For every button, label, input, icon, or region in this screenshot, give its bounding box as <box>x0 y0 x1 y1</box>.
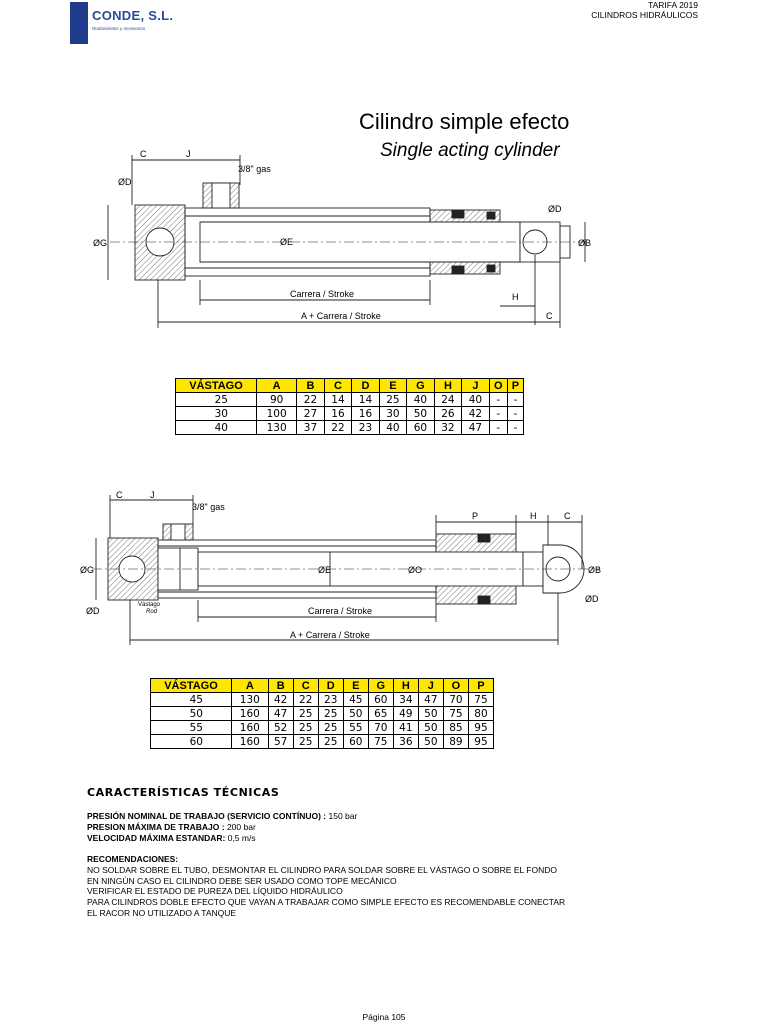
dim2-port-label: 3/8" gas <box>192 502 225 512</box>
cell: 25 <box>379 393 406 407</box>
recommendation-item: NO SOLDAR SOBRE EL TUBO, DESMONTAR EL CILINDRO PARA SOLDAR SOBRE EL VÁSTAGO O SOBRE EL FONDO <box>87 864 557 875</box>
cell: 47 <box>418 693 443 707</box>
header-line1: TARIFA 2019 <box>648 0 698 10</box>
cell: - <box>507 393 523 407</box>
cell: 22 <box>297 393 324 407</box>
th-vastago: VÁSTAGO <box>176 379 257 393</box>
spec-line <box>87 833 256 844</box>
spec-value: 150 bar <box>326 811 358 821</box>
cell: 85 <box>443 721 468 735</box>
dim-stroke-label: Carrera / Stroke <box>290 289 355 299</box>
cell: 130 <box>257 421 297 435</box>
recommendation-item: VERIFICAR EL ESTADO DE PUREZA DEL LÍQUIDO HIDRÁULICO <box>87 886 343 897</box>
cell: 36 <box>393 735 418 749</box>
cell: 42 <box>268 693 293 707</box>
spec-line <box>87 811 357 822</box>
header-line2: CILINDROS HIDRÁULICOS <box>591 10 698 20</box>
cell: 25 <box>293 721 318 735</box>
cell: 90 <box>257 393 297 407</box>
cell: 47 <box>462 421 489 435</box>
th-h: H <box>434 379 461 393</box>
th-p: P <box>507 379 523 393</box>
section1-title: Cilindro simple efecto <box>359 109 570 134</box>
cell: 160 <box>232 707 269 721</box>
th-g: G <box>368 679 393 693</box>
dim2-od-left-label: ØD <box>86 606 100 616</box>
cell: 37 <box>297 421 324 435</box>
th-b: B <box>268 679 293 693</box>
cell: 45 <box>151 693 232 707</box>
cell: 40 <box>462 393 489 407</box>
dim-c-right-label: C <box>546 311 553 321</box>
cell: 50 <box>151 707 232 721</box>
recommendations <box>87 854 565 919</box>
recommendations-title: RECOMENDACIONES: <box>87 854 179 864</box>
th-a: A <box>232 679 269 693</box>
cell: 80 <box>468 707 493 721</box>
cell: 45 <box>343 693 368 707</box>
dim-total-label: A + Carrera / Stroke <box>301 311 381 321</box>
dim-h-label: H <box>512 292 519 302</box>
recommendation-item: PARA CILINDROS DOBLE EFECTO QUE VAYAN A TRABAJAR COMO SIMPLE EFECTO ES RECOMENDABLE CONECTAR <box>87 897 566 908</box>
dim-og-label: ØG <box>93 238 108 248</box>
dim2-total-label: A + Carrera / Stroke <box>290 630 370 640</box>
dim2-oo-label: ØO <box>408 565 423 575</box>
cell: 50 <box>407 407 434 421</box>
dim-j-label: J <box>186 149 191 159</box>
cell: 130 <box>232 693 269 707</box>
cell: 25 <box>318 721 343 735</box>
th-e: E <box>343 679 368 693</box>
th-c: C <box>324 379 351 393</box>
cell: 27 <box>297 407 324 421</box>
dim2-ob-label: ØB <box>588 565 602 575</box>
dim2-oe-label: ØE <box>318 565 332 575</box>
cell: 55 <box>343 721 368 735</box>
table-row <box>151 735 494 749</box>
cell: 24 <box>434 393 461 407</box>
dim-ob-label: ØB <box>578 238 592 248</box>
cell: - <box>489 421 507 435</box>
cell: 75 <box>443 707 468 721</box>
cell: 75 <box>468 693 493 707</box>
th-p: P <box>468 679 493 693</box>
cell: 23 <box>352 421 379 435</box>
dim2-og-label: ØG <box>80 565 95 575</box>
cell: - <box>489 407 507 421</box>
dim-port-label: 3/8" gas <box>238 164 271 174</box>
cell: 52 <box>268 721 293 735</box>
cell: 25 <box>176 393 257 407</box>
logo-subtitle: Rodamientos y Accesorios <box>92 26 146 31</box>
th-o: O <box>443 679 468 693</box>
cell: 75 <box>368 735 393 749</box>
cell: 49 <box>393 707 418 721</box>
cell: 89 <box>443 735 468 749</box>
th-d: D <box>352 379 379 393</box>
cell: 16 <box>324 407 351 421</box>
dim-oe-label: ØE <box>280 237 294 247</box>
cell: - <box>507 407 523 421</box>
cell: 32 <box>434 421 461 435</box>
dim-od-left-label: ØD <box>118 177 132 187</box>
th-g: G <box>407 379 434 393</box>
cell: 22 <box>293 693 318 707</box>
cell: 26 <box>434 407 461 421</box>
cell: 25 <box>293 707 318 721</box>
cell: 160 <box>232 721 269 735</box>
cell: 16 <box>352 407 379 421</box>
cell: 95 <box>468 735 493 749</box>
dim2-j-label: J <box>150 490 155 500</box>
cell: 65 <box>368 707 393 721</box>
th-b: B <box>297 379 324 393</box>
recommendation-item: EN NINGÚN CASO EL CILINDRO DEBE SER USADO COMO TOPE MECÁNICO <box>87 875 397 886</box>
th-h: H <box>393 679 418 693</box>
dim2-p-label: P <box>472 511 479 521</box>
cell: 70 <box>368 721 393 735</box>
dim2-c-right-label: C <box>564 511 571 521</box>
th-j: J <box>418 679 443 693</box>
dim-od-right-label: ØD <box>548 204 562 214</box>
cell: 42 <box>462 407 489 421</box>
spec-line <box>87 822 256 833</box>
th-j: J <box>462 379 489 393</box>
cell: 70 <box>443 693 468 707</box>
table-row <box>151 693 494 707</box>
cell: 25 <box>318 735 343 749</box>
cell: 14 <box>352 393 379 407</box>
table-row <box>151 721 494 735</box>
cell: 95 <box>468 721 493 735</box>
cell: 57 <box>268 735 293 749</box>
cell: 160 <box>232 735 269 749</box>
dim-c-label: C <box>140 149 147 159</box>
cell: 60 <box>407 421 434 435</box>
th-a: A <box>257 379 297 393</box>
cell: 22 <box>324 421 351 435</box>
cell: 14 <box>324 393 351 407</box>
cell: 25 <box>318 707 343 721</box>
cell: 30 <box>176 407 257 421</box>
cell: 25 <box>293 735 318 749</box>
page-number: Página 105 <box>362 1012 406 1022</box>
cell: 100 <box>257 407 297 421</box>
spec-label: PRESION MÁXIMA DE TRABAJO : <box>87 822 225 832</box>
cell: 50 <box>418 707 443 721</box>
spec-value: 0,5 m/s <box>225 833 256 843</box>
dim2-od-right-label: ØD <box>585 594 599 604</box>
cell: 50 <box>343 707 368 721</box>
section1-subtitle: Single acting cylinder <box>380 140 560 161</box>
spec-value: 200 bar <box>224 822 256 832</box>
th-e: E <box>379 379 406 393</box>
th-o: O <box>489 379 507 393</box>
dim2-h-label: H <box>530 511 537 521</box>
dim2-stroke-label: Carrera / Stroke <box>308 606 373 616</box>
cell: 50 <box>418 721 443 735</box>
table-row <box>151 707 494 721</box>
cell: 40 <box>407 393 434 407</box>
cell: 40 <box>379 421 406 435</box>
cell: - <box>507 421 523 435</box>
spec-label: PRESIÓN NOMINAL DE TRABAJO (SERVICIO CONTÍNUO) : <box>87 811 327 821</box>
spec-label: VELOCIDAD MÁXIMA ESTANDAR: <box>87 833 226 843</box>
dim2-c-label: C <box>116 490 123 500</box>
dimensions-table-2 <box>150 678 494 749</box>
cell: 41 <box>393 721 418 735</box>
cell: 50 <box>418 735 443 749</box>
table2-header-row <box>151 679 494 693</box>
cell: 60 <box>343 735 368 749</box>
cell: 34 <box>393 693 418 707</box>
dim2-vastago-label: Vástago <box>138 602 161 608</box>
th-d: D <box>318 679 343 693</box>
cell: 40 <box>176 421 257 435</box>
cell: 60 <box>151 735 232 749</box>
cell: 30 <box>379 407 406 421</box>
cell: 23 <box>318 693 343 707</box>
tech-title: CARACTERÍSTICAS TÉCNICAS <box>87 786 280 799</box>
cell: - <box>489 393 507 407</box>
th-vastago: VÁSTAGO <box>151 679 232 693</box>
th-c: C <box>293 679 318 693</box>
cell: 55 <box>151 721 232 735</box>
recommendation-item: EL RACOR NO UTILIZADO A TANQUE <box>87 907 237 918</box>
logo-name: CONDE, S.L. <box>92 8 174 23</box>
cell: 47 <box>268 707 293 721</box>
cell: 60 <box>368 693 393 707</box>
dim2-rod-label: Rod <box>146 609 158 615</box>
